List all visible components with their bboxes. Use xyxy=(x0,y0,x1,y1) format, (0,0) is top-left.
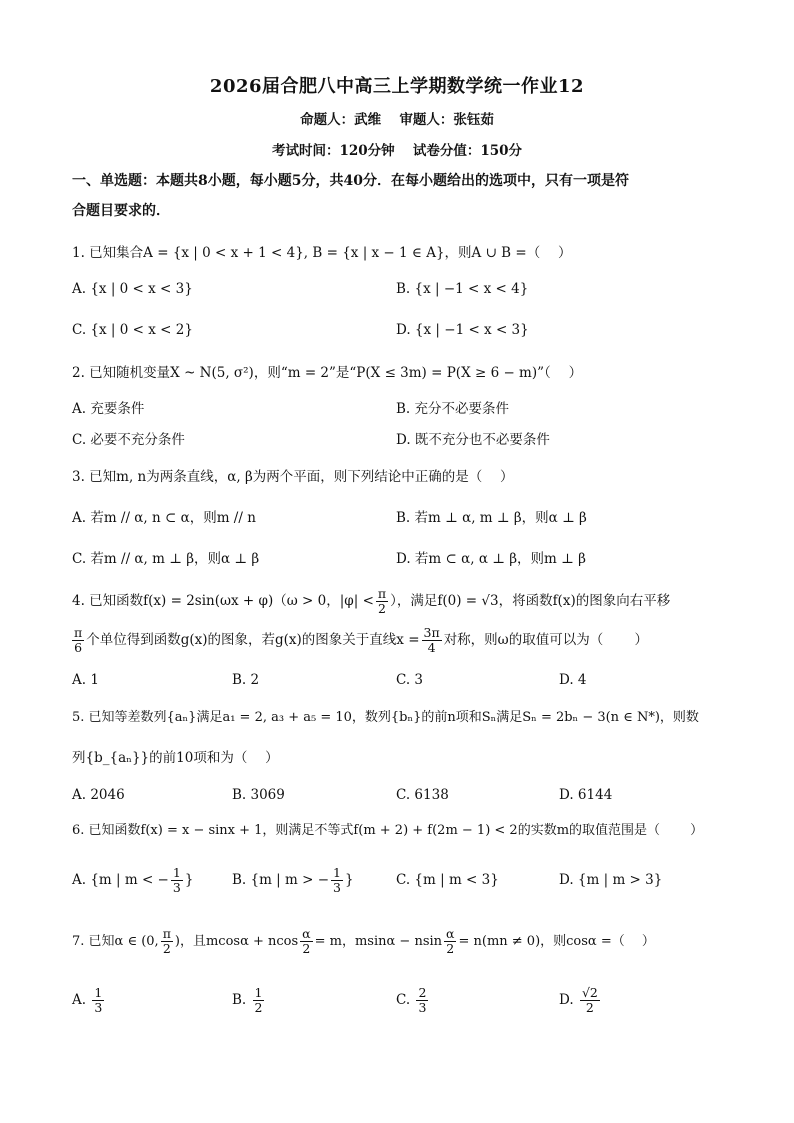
q7-c-frac xyxy=(416,986,428,1015)
question-2-option-b: B. 充分不必要条件 xyxy=(396,401,510,417)
frac-den: 2 xyxy=(302,941,311,956)
q4-frac-pi-2 xyxy=(376,587,388,616)
frac-num: π xyxy=(162,926,171,941)
q4-text-1: 4. 已知函数f(x) = 2sin(ωx + φ)（ω > 0，|φ| < xyxy=(72,593,374,609)
exam-title: 2026届合肥八中高三上学期数学统一作业12 xyxy=(209,76,585,97)
q7-c-label: C. xyxy=(396,992,411,1008)
question-7-stem xyxy=(72,925,732,959)
question-5-option-c: C. 6138 xyxy=(396,787,449,803)
frac-den: 2 xyxy=(254,1000,263,1015)
question-4-option-c: C. 3 xyxy=(396,672,424,688)
question-7-option-c xyxy=(396,980,430,1020)
q6-b-frac xyxy=(331,866,343,895)
frac-den: 6 xyxy=(74,640,83,655)
question-2-stem: 2. 已知随机变量X ~ N(5, σ²)，则“m = 2”是“P(X ≤ 3m) = P(X ≥ 6 − m)”（ ） xyxy=(72,365,583,381)
question-5-stem-line1: 5. 已知等差数列{aₙ}满足a₁ = 2, a₃ + a₅ = 10，数列{bₙ}的前n项和Sₙ满足Sₙ = 2bₙ − 3(n ∈ N*)，则数 xyxy=(72,710,699,725)
question-4-stem-line1 xyxy=(72,586,732,616)
question-4-option-d: D. 4 xyxy=(559,672,587,688)
question-6-option-c: C. {m | m < 3} xyxy=(396,872,499,888)
q6-b-close: } xyxy=(344,872,354,888)
question-3-option-d: D. 若m ⊂ α, α ⊥ β，则m ⊥ β xyxy=(396,551,586,567)
question-3-option-c: C. 若m // α, m ⊥ β，则α ⊥ β xyxy=(72,551,260,567)
frac-num: 3π xyxy=(423,625,440,640)
frac-num: α xyxy=(302,926,311,941)
question-7-option-b xyxy=(232,980,266,1020)
q6-a-frac xyxy=(171,866,183,895)
frac-den: 2 xyxy=(162,941,171,956)
q6-a-text: A. {m | m < − xyxy=(72,872,169,888)
question-1-stem: 1. 已知集合A = {x | 0 < x + 1 < 4}, B = {x | x − 1 ∈ A}，则A ∪ B =（ ） xyxy=(72,245,572,261)
q7-frac-alpha-2b xyxy=(444,927,456,956)
question-4-option-a: A. 1 xyxy=(72,672,99,688)
q6-b-text: B. {m | m > − xyxy=(232,872,330,888)
question-5-option-a: A. 2046 xyxy=(72,787,125,803)
frac-num: 1 xyxy=(94,985,103,1000)
frac-num: α xyxy=(446,926,455,941)
q4-text-4: 对称，则ω的取值可以为（ ） xyxy=(443,632,648,648)
question-6-option-d: D. {m | m > 3} xyxy=(559,872,663,888)
frac-num: 2 xyxy=(418,985,427,1000)
question-5-stem-line2: 列{b_{aₙ}}的前10项和为（ ） xyxy=(72,750,279,766)
question-6-stem: 6. 已知函数f(x) = x − sinx + 1，则满足不等式f(m + 2) + f(2m − 1) < 2的实数m的取值范围是（ ） xyxy=(72,823,704,838)
question-1-option-b: B. {x | −1 < x < 4} xyxy=(396,281,529,297)
q7-a-label: A. xyxy=(72,992,87,1008)
question-6-option-a xyxy=(72,860,193,900)
q4-frac-pi-6 xyxy=(72,626,84,655)
q7-text-2: )，且mcosα + ncos xyxy=(174,934,299,949)
frac-den: 2 xyxy=(378,601,386,616)
question-4-option-b: B. 2 xyxy=(232,672,260,688)
q4-text-3: 个单位得到函数g(x)的图象，若g(x)的图象关于直线x = xyxy=(86,632,420,648)
frac-num: 1 xyxy=(172,865,181,880)
q7-text-1: 7. 已知α ∈ (0, xyxy=(72,934,159,949)
question-2-option-d: D. 既不充分也不必要条件 xyxy=(396,432,550,448)
question-7-option-a xyxy=(72,980,106,1020)
q7-d-frac xyxy=(580,986,600,1015)
section-heading xyxy=(72,166,732,226)
frac-den: 2 xyxy=(585,1000,594,1015)
q4-frac-3pi-4 xyxy=(422,626,442,655)
question-6-option-b xyxy=(232,860,354,900)
frac-num: π xyxy=(74,625,83,640)
section-heading-line1: 一、单选题：本题共8小题，每小题5分，共40分．在每小题给出的选项中，只有一项是符 xyxy=(72,173,629,189)
question-5-option-b: B. 3069 xyxy=(232,787,285,803)
question-5-option-d: D. 6144 xyxy=(559,787,613,803)
question-3-stem: 3. 已知m, n为两条直线，α, β为两个平面，则下列结论中正确的是（ ） xyxy=(72,469,514,485)
q7-b-frac xyxy=(253,986,265,1015)
question-2-option-c: C. 必要不充分条件 xyxy=(72,432,185,448)
question-1-option-a: A. {x | 0 < x < 3} xyxy=(72,281,193,297)
question-1-option-d: D. {x | −1 < x < 3} xyxy=(396,322,529,338)
q6-a-close: } xyxy=(184,872,194,888)
section-heading-line2: 合题目要求的． xyxy=(72,203,170,219)
frac-den: 3 xyxy=(94,1000,103,1015)
frac-num: 1 xyxy=(333,865,341,880)
question-3-option-b: B. 若m ⊥ α, m ⊥ β，则α ⊥ β xyxy=(396,510,587,526)
frac-den: 3 xyxy=(333,880,341,895)
frac-den: 3 xyxy=(172,880,181,895)
question-1-option-c: C. {x | 0 < x < 2} xyxy=(72,322,193,338)
frac-num: 1 xyxy=(254,985,263,1000)
frac-den: 3 xyxy=(418,1000,427,1015)
frac-num: π xyxy=(377,586,387,601)
question-3-option-a: A. 若m // α, n ⊂ α，则m // n xyxy=(72,510,256,526)
q7-a-frac xyxy=(92,986,104,1015)
question-2-option-a: A. 充要条件 xyxy=(72,401,145,417)
q7-frac-pi-2 xyxy=(161,927,173,956)
q7-text-4: = n(mn ≠ 0)，则cosα =（ ） xyxy=(458,934,655,949)
q7-b-label: B. xyxy=(232,992,247,1008)
question-4-stem-line2 xyxy=(72,625,732,655)
exam-info-line: 考试时间：120分钟 试卷分值：150分 xyxy=(271,143,523,159)
q7-text-3: = m，msinα − nsin xyxy=(314,934,443,949)
frac-den: 4 xyxy=(427,640,436,655)
question-7-option-d xyxy=(559,980,602,1020)
frac-num: √2 xyxy=(581,985,598,1000)
frac-den: 2 xyxy=(446,941,455,956)
q7-d-label: D. xyxy=(559,992,574,1008)
q4-text-2: ），满足f(0) = √3，将函数f(x)的图象向右平移 xyxy=(390,593,671,609)
authors-line: 命题人：武维 审题人：张钰茹 xyxy=(300,112,494,128)
q7-frac-alpha-2a xyxy=(300,927,312,956)
